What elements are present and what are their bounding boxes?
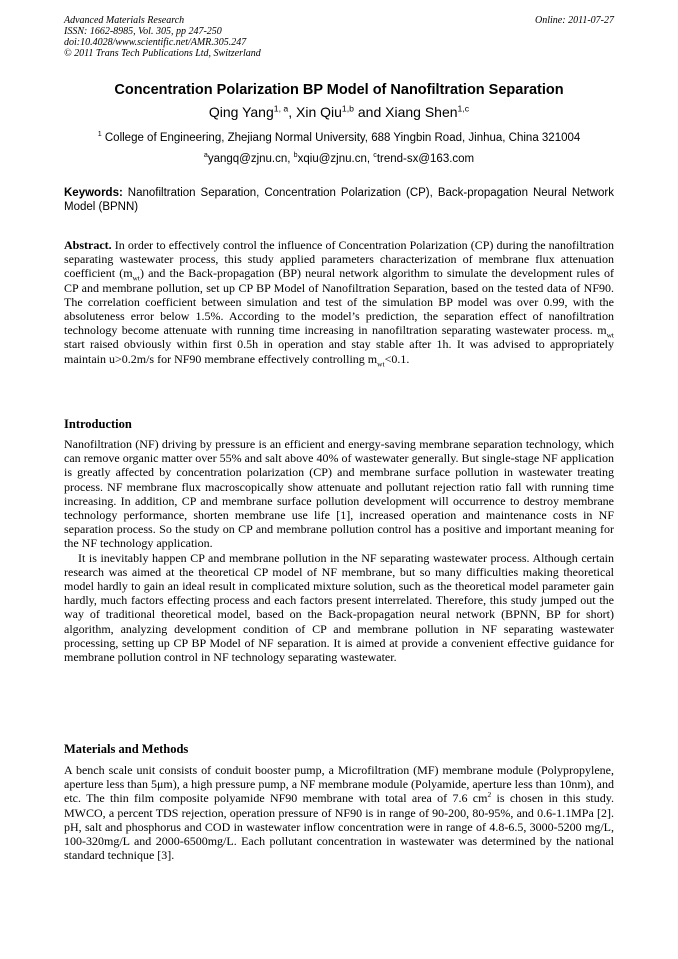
subscript-wt: wt <box>606 330 614 340</box>
email-mark: b <box>293 151 298 160</box>
email-link[interactable]: yangq@zjnu.cn, <box>207 153 294 165</box>
author-name: Xin Qiu <box>296 104 342 120</box>
author-separator: , <box>288 104 296 120</box>
abstract-text: ) and the Back-propagation (BP) neural network algorithm to simulate the development rules of CP and membrane pollution, set up CP BP Model of Nanofiltration Separation, based on the tested data of NF90. The correlation coefficient between simulation and test of the simulation BP model was over 0.99, with the absoluteness error below 1.5%. According to the model’s prediction, the separation effect of nanofiltration technology become attenuate with running time increasing in nanofiltration separating wastewater process. m <box>64 266 614 338</box>
author-name: Xiang Shen <box>385 104 458 120</box>
online-date: Online: 2011-07-27 <box>535 15 614 26</box>
email-mark: a <box>203 151 208 160</box>
journal-name: Advanced Materials Research <box>64 15 185 26</box>
author-list <box>64 104 614 120</box>
email-link[interactable]: trend-sx@163.com <box>376 153 475 165</box>
author-affil-mark: 1,b <box>341 103 354 114</box>
introduction-body <box>64 437 614 664</box>
abstract-text: start raised obviously within first 0.5h in operation and stay stable after 1h. It was advised to appropriately maintain u>0.2m/s for NF90 membrane effectively controlling m <box>64 337 614 366</box>
keywords-text: Nanofiltration Separation, Concentration Polarization (CP), Back-propagation Neural Network Model (BPNN) <box>64 187 614 213</box>
keywords-label: Keywords: <box>64 187 123 199</box>
author-separator: and <box>353 104 386 120</box>
copyright-line: © 2011 Trans Tech Publications Ltd, Switzerland <box>64 48 261 59</box>
email-link[interactable]: xqiu@zjnu.cn, <box>297 153 374 165</box>
affiliation-text: College of Engineering, Zhejiang Normal University, 688 Yingbin Road, Jinhua, China 321004 <box>101 132 581 144</box>
issn-line: ISSN: 1662-8985, Vol. 305, pp 247-250 <box>64 26 222 37</box>
author-affil-mark: 1, a <box>273 103 289 114</box>
abstract-text: <0.1. <box>384 351 410 366</box>
abstract <box>64 238 614 369</box>
section-heading-materials: Materials and Methods <box>64 742 189 756</box>
superscript-2: 2 <box>487 790 492 800</box>
author-name: Qing Yang <box>208 104 274 120</box>
paragraph-text: is chosen in this study. MWCO, a percent TDS rejection, operation pressure of NF90 is in range of 90-200, 80-95%, and 0.6-1.1MPa [2]. pH, salt and phosphorus and COD in wastewater inflow concentration were in range of 4.8-6.5, 3000-5200 mg/L, 100-320mg/L and 2000-6500mg/L. Each pollutant concentration in wastewater was determined by the national standard technique [3]. <box>64 791 614 863</box>
paragraph: It is inevitably happen CP and membrane pollution in the NF separating wastewater process. Although certain research was aimed at the theoretical CP model of NF membrane, but so many difficulties making theoretical model hardly to gain an ideal result in complicated mixture solution, such as the theoretical model parameter gain hardly, much factors effecting process and each factors present interrelated. Therefore, this study jumped out the way of traditional theoretical model, based on the Back-propagation neural network (BPNN, BP for short) algorithm, analyzing development condition of CP and membrane pollution in NF separating wastewater processing, setting up CP BP Model of NF separation. It is aimed at provide a convenient effective guidance for membrane pollution control in NF technology separating wastewater. <box>64 550 614 665</box>
author-emails <box>64 153 614 165</box>
paragraph-text: A bench scale unit consists of conduit booster pump, a Microfiltration (MF) membrane module (Polypropylene, aperture less than 5μm), a high pressure pump, a NF membrane module (Polyamide, aperture less than 10nm), and etc. The thin film composite polyamide NF90 membrane with total area of 7.6 cm <box>64 763 614 806</box>
paragraph: Nanofiltration (NF) driving by pressure is an efficient and energy-saving membrane separation technology, which can remove organic matter over 55% and salt above 40% of wastewater generally. But single-stage NF application is greatly affected by concentration polarization (CP) and membrane surface pollution in wastewater treating process. NF membrane flux macroscopically show attenuate and pollutant rejection ratio fall with running time increasing. In addition, CP and membrane surface pollution development will occurrence to destroy membrane technology performance, shorten membrane use life [1], increased operation and maintenance costs in NF separation process. So the study on CP and membrane pollution control has a positive and important meaning for the NF technology application. <box>64 437 614 551</box>
materials-body <box>64 763 614 862</box>
doi-line: doi:10.4028/www.scientific.net/AMR.305.247 <box>64 37 247 48</box>
affiliation-mark: 1 <box>97 130 102 139</box>
abstract-text: In order to effectively control the influence of Concentration Polarization (CP) during the nanofiltration separating wastewater process, this study applied parameters characterization of membrane flux attenuation coefficient (m <box>64 238 614 281</box>
publication-info <box>64 15 261 59</box>
author-affil-mark: 1,c <box>457 103 470 114</box>
abstract-label: Abstract. <box>64 238 112 252</box>
section-heading-introduction: Introduction <box>64 417 132 431</box>
affiliation <box>64 132 614 144</box>
subscript-wt: wt <box>132 273 140 283</box>
email-mark: c <box>373 151 377 160</box>
running-header <box>64 15 614 59</box>
subscript-wt: wt <box>377 359 385 369</box>
keywords <box>64 186 614 214</box>
paper-title: Concentration Polarization BP Model of Nanofiltration Separation <box>114 82 564 98</box>
